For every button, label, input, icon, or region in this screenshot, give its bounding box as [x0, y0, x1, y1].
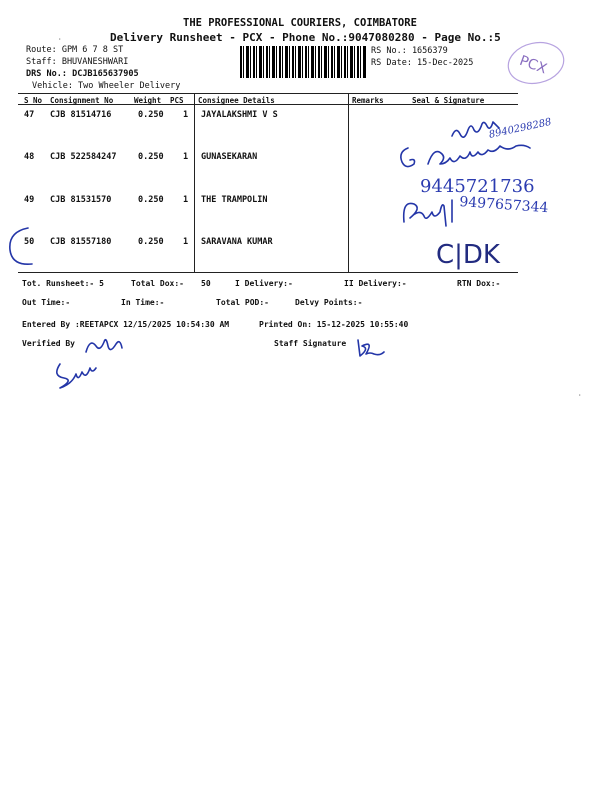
route: Route: GPM 6 7 8 ST	[26, 45, 124, 55]
drs-number	[26, 69, 139, 79]
row-sno: 49	[24, 195, 35, 205]
staff-signature-label: Staff Signature	[274, 339, 347, 348]
total-runsheet: Tot. Runsheet:- 5	[22, 279, 104, 288]
row-consignee: JAYALAKSHMI V S	[201, 110, 278, 120]
row-sno: 48	[24, 152, 35, 162]
table-bottom-rule	[18, 272, 518, 273]
row-consignee: THE TRAMPOLIN	[201, 195, 268, 205]
verified-by: Verified By	[22, 339, 75, 348]
row-sno: 50	[24, 237, 35, 247]
i-delivery: I Delivery:-	[235, 279, 293, 288]
drs-value: DCJB165637905	[72, 69, 139, 79]
delvy-points: Delvy Points:-	[295, 298, 363, 307]
consignee-divider	[194, 93, 195, 272]
row-consignment: CJB 81531570	[50, 195, 112, 205]
total-dox-value: 50	[201, 279, 211, 288]
barcode	[240, 46, 366, 78]
verifier-initials	[82, 336, 128, 358]
col-remarks: Remarks	[352, 96, 384, 105]
row50-handwritten-mark: C|DK	[436, 240, 500, 270]
row-pcs: 1	[183, 195, 189, 205]
row-pcs: 1	[183, 152, 189, 162]
row-pcs: 1	[183, 237, 189, 247]
col-consignee: Consignee Details	[198, 96, 275, 105]
col-sno: S No	[24, 96, 43, 105]
company-name: THE PROFESSIONAL COURIERS, COIMBATORE	[183, 17, 417, 29]
drs-label: DRS No.:	[26, 69, 67, 79]
rs-number: RS No.: 1656379	[371, 46, 448, 56]
total-dox-label: Total Dox:-	[131, 279, 184, 288]
printed-on: Printed On: 15-12-2025 10:55:40	[259, 320, 409, 329]
remarks-divider	[348, 93, 349, 272]
row-consignee: GUNASEKARAN	[201, 152, 258, 162]
pcx-stamp	[500, 38, 570, 88]
row-consignment: CJB 522584247	[50, 152, 117, 162]
row-weight: 0.250	[138, 110, 164, 120]
row48-signature	[396, 142, 586, 178]
row-sno: 47	[24, 110, 35, 120]
row50-circle-mark	[6, 226, 36, 268]
row-consignment: CJB 81514716	[50, 110, 112, 120]
entered-by: Entered By :REETAPCX 12/15/2025 10:54:30 AM	[22, 320, 230, 329]
stray-mark: ·	[578, 392, 582, 399]
col-pcs: PCS	[170, 96, 184, 105]
row-consignee: SARAVANA KUMAR	[201, 237, 273, 247]
verifier-signature	[52, 360, 102, 392]
ii-delivery: II Delivery:-	[344, 279, 407, 288]
staff: Staff: BHUVANESHWARI	[26, 57, 129, 67]
row-weight: 0.250	[138, 152, 164, 162]
rtn-dox: RTN Dox:-	[457, 279, 501, 288]
staff-signature	[352, 336, 388, 360]
col-consignment: Consignment No	[50, 96, 114, 105]
rs-date: RS Date: 15-Dec-2025	[371, 58, 474, 68]
in-time: In Time:-	[121, 298, 165, 307]
row49-phone-1: 9445721736	[420, 176, 535, 197]
row47-phone: 8940298288	[488, 116, 553, 141]
total-pod: Total POD:-	[216, 298, 269, 307]
table-top-rule	[18, 93, 518, 94]
col-seal-signature: Seal & Signature	[412, 96, 485, 105]
row-weight: 0.250	[138, 195, 164, 205]
row-consignment: CJB 81557180	[50, 237, 112, 247]
stamp-text: PCX	[517, 52, 549, 78]
col-weight: Weight	[134, 96, 162, 105]
out-time: Out Time:-	[22, 298, 71, 307]
stray-mark: ·	[58, 36, 62, 43]
vehicle: Vehicle: Two Wheeler Delivery	[32, 81, 181, 91]
row-pcs: 1	[183, 110, 189, 120]
runsheet-title: Delivery Runsheet - PCX - Phone No.:9047080280 - Page No.:5	[110, 31, 501, 44]
row-weight: 0.250	[138, 237, 164, 247]
row49-phone-2: 9497657344	[458, 194, 549, 217]
